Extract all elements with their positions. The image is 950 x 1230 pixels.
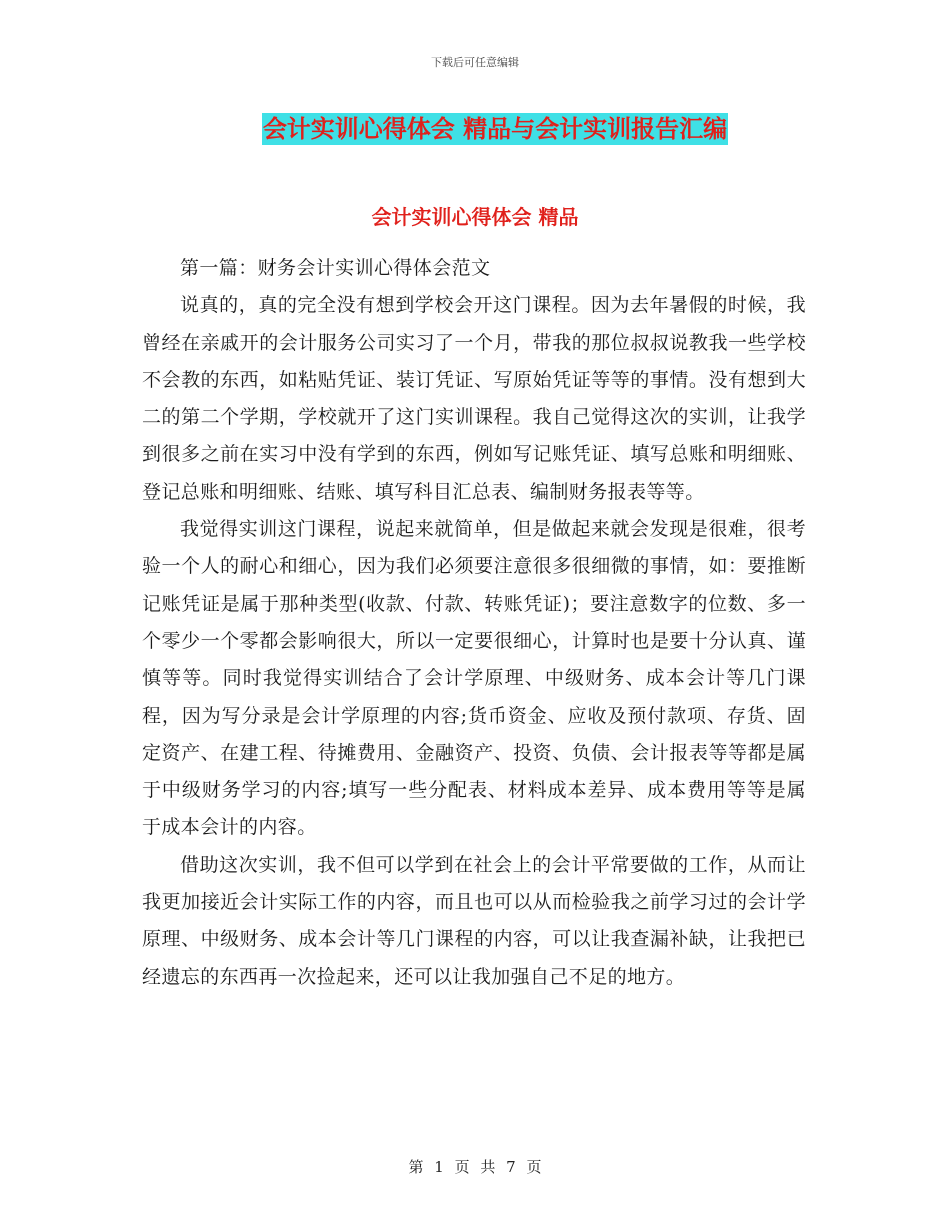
paragraph: 借助这次实训，我不但可以学到在社会上的会计平常要做的工作，从而让我更加接近会计实际工作的内容，而且也可以从而检验我之前学习过的会计学原理、中级财务、成本会计等几门课程的内容，可以让我查漏补缺，让我把已经遗忘的东西再一次捡起来，还可以让我加强自己不足的地方。 <box>142 853 806 988</box>
section-title: 会计实训心得体会 精品 <box>371 205 579 229</box>
paragraph: 说真的，真的完全没有想到学校会开这门课程。因为去年暑假的时候，我曾经在亲戚开的会计服务公司实习了一个月，带我的那位叔叔说教我一些学校不会教的东西，如粘贴凭证、装订凭证、写原始凭证等等的事情。没有想到大二的第二个学期，学校就开了这门实训课程。我自己觉得这次的实训，让我学到很多之前在实习中没有学到的东西，例如写记账凭证、填写总账和明细账、登记总账和明细账、结账、填写科目汇总表、编制财务报表等等。 <box>142 294 806 503</box>
document-title: 会计实训心得体会 精品与会计实训报告汇编 <box>262 115 728 143</box>
document-title-container <box>0 113 950 145</box>
page-number: 第 1 页 共 7 页 <box>408 1158 542 1176</box>
document-body <box>142 250 806 996</box>
header-note: 下载后可任意编辑 <box>431 56 519 69</box>
chapter-heading: 第一篇：财务会计实训心得体会范文 <box>180 257 491 279</box>
paragraph: 我觉得实训这门课程，说起来就简单，但是做起来就会发现是很难，很考验一个人的耐心和细心，因为我们必须要注意很多很细微的事情，如：要推断记账凭证是属于那种类型(收款、付款、转账凭证)；要注意数字的位数、多一个零少一个零都会影响很大，所以一定要很细心，计算时也是要十分认真、谨慎等等。同时我觉得实训结合了会计学原理、中级财务、成本会计等几门课程，因为写分录是会计学原理的内容;货币资金、应收及预付款项、存货、固定资产、在建工程、待摊费用、金融资产、投资、负债、会计报表等等都是属于中级财务学习的内容;填写一些分配表、材料成本差异、成本费用等等是属于成本会计的内容。 <box>142 518 806 839</box>
